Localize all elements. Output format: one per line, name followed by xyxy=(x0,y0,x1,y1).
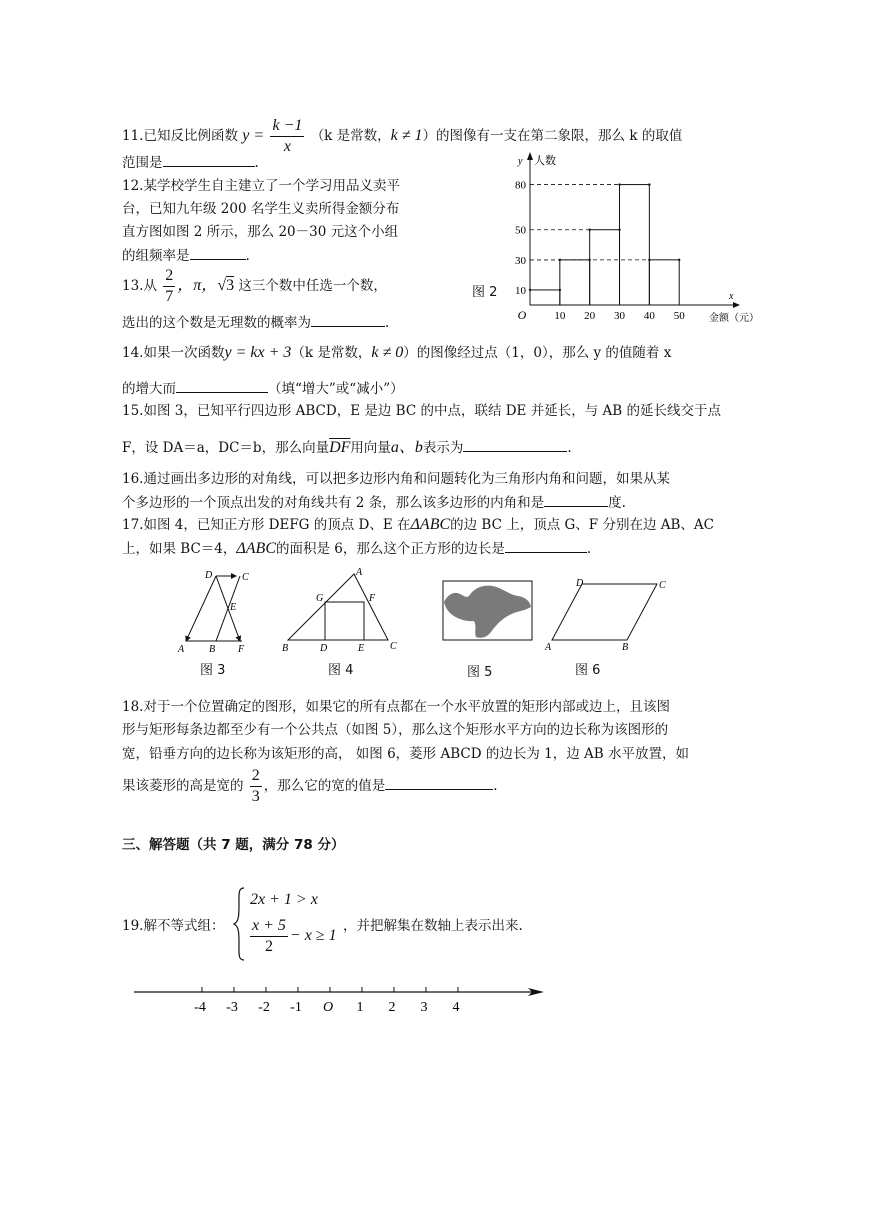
q18-line4 xyxy=(122,766,498,807)
q18-end: . xyxy=(493,778,498,794)
q17-line1 xyxy=(122,515,714,535)
q11-cond: （k 是常数， xyxy=(310,128,391,144)
fig3-caption: 图 3 xyxy=(200,663,226,678)
q19-ineq2-num: x + 5 xyxy=(250,916,288,937)
q18-line4-b: ，那么它的宽的值是 xyxy=(263,778,386,794)
q17-line2 xyxy=(122,538,591,559)
number-line-label: 3 xyxy=(420,1000,428,1015)
q19-prefix: 19.解不等式组： xyxy=(122,918,225,934)
hist-point xyxy=(618,183,620,185)
fig6-label-d: D xyxy=(576,578,584,589)
q17-line1-a: 17.如图 4，已知正方形 DEFG 的顶点 D、E 在 xyxy=(122,517,411,533)
q14-line2-end: （填“增大”或“减小”） xyxy=(268,381,404,397)
figure-4-triangle-square xyxy=(278,564,402,656)
q17-line2-a: 上，如果 BC＝4， xyxy=(122,541,237,557)
number-line-label: -4 xyxy=(194,1000,206,1015)
q12-line3: 直方图如图 2 所示，那么 20－30 元这个小组 xyxy=(122,224,399,240)
fig6-caption: 图 6 xyxy=(575,663,601,678)
hist-point xyxy=(648,259,650,261)
q16-line2-text: 个多边形的一个顶点出发的对角线共有 2 条，那么该多边形的内角和是 xyxy=(122,495,545,511)
histogram-figure-2 xyxy=(500,150,759,325)
q13-sqrt: √3 xyxy=(217,277,235,294)
q12-line4-text: 的组频率是 xyxy=(122,248,190,264)
fig4-label-e: E xyxy=(358,643,365,654)
q11-frac-den: x xyxy=(283,138,291,155)
q19-brace xyxy=(232,886,246,962)
fig4-label-c: C xyxy=(390,641,397,652)
q17-line2-b: 的面积是 6，那么这个正方形的边长是 xyxy=(276,541,505,557)
fig3-label-a: A xyxy=(178,644,185,655)
q13-mid: ，π， xyxy=(177,277,218,294)
number-line xyxy=(130,980,550,1020)
number-line-label: -1 xyxy=(290,1000,302,1015)
q14-line2 xyxy=(122,378,404,399)
number-line-label: 1 xyxy=(356,1000,364,1015)
q18-line3: 宽，铅垂方向的边长称为该矩形的高， 如图 6，菱形 ABCD 的边长为 1，边 AB 水平放置，如 xyxy=(122,746,689,762)
q11-answer-blank[interactable] xyxy=(163,152,255,167)
q19-rest: ，并把解集在数轴上表示出来. xyxy=(343,918,523,934)
hist-origin-label: O xyxy=(517,308,527,322)
fig4-label-b: B xyxy=(282,643,289,654)
hist-y-tick-label: 80 xyxy=(515,179,526,192)
fig3-label-c: C xyxy=(242,572,249,583)
hist-x-tick-label: 50 xyxy=(673,310,685,322)
number-line-label: 2 xyxy=(388,1000,396,1015)
q13-line2 xyxy=(122,312,389,333)
q12-answer-blank[interactable] xyxy=(190,245,246,260)
fig4-label-g: G xyxy=(316,593,324,604)
hist-y-arrow-icon xyxy=(527,152,533,160)
fig3-label-d: D xyxy=(205,570,213,581)
number-line-label: 4 xyxy=(452,1000,460,1015)
fig5-caption: 图 5 xyxy=(467,665,493,680)
hist-y-axis-label: 人数 xyxy=(534,155,556,167)
hist-x-axis-label: 金额（元） xyxy=(709,313,759,324)
q13-frac-num: 2 xyxy=(163,266,175,287)
q16-end: 度. xyxy=(608,495,626,511)
hist-x-tick-label: 20 xyxy=(584,310,596,322)
hist-y-tick-label: 50 xyxy=(515,224,526,237)
hist-point xyxy=(529,289,531,291)
hist-x-tick-label: 30 xyxy=(614,310,626,322)
q12-line4 xyxy=(122,245,250,266)
q13-sqrt-value: 3 xyxy=(226,277,235,294)
fig2-caption: 图 2 xyxy=(472,285,498,300)
q19-ineq2-rest: − x ≥ 1 xyxy=(289,927,337,944)
q13-answer-blank[interactable] xyxy=(311,312,385,327)
number-line-label: -3 xyxy=(226,1000,238,1015)
q11-line2-text: 范围是 xyxy=(122,155,163,171)
q12-line1: 12.某学校学生自主建立了一个学习用品义卖平 xyxy=(122,178,400,194)
q18-line1: 18.对于一个位置确定的图形，如果它的所有点都在一个水平放置的矩形内部或边上，且该图 xyxy=(122,699,670,715)
hist-point xyxy=(588,229,590,231)
q17-answer-blank[interactable] xyxy=(505,538,587,553)
histogram-labels xyxy=(515,153,759,324)
figure-5-bird-in-rectangle xyxy=(442,580,534,642)
fig4-label-a: A xyxy=(356,567,363,578)
q17-triangle: ΔABC xyxy=(410,516,451,533)
q11-line2 xyxy=(122,152,259,173)
q14-rest: ）的图像经过点（1，0），那么 y 的值随着 x xyxy=(403,345,672,361)
q16-line2 xyxy=(122,492,626,513)
hist-y-tick-label: 10 xyxy=(515,284,526,297)
q11-prefix: 11.已知反比例函数 xyxy=(122,128,238,144)
fig6-label-b: B xyxy=(622,642,629,653)
q11-end: . xyxy=(254,155,259,171)
q15-end: . xyxy=(567,440,572,456)
q11-cond-math: k ≠ 1 xyxy=(390,127,423,144)
hist-x-tick-label: 10 xyxy=(554,310,566,322)
q13-fraction xyxy=(163,266,175,307)
fig6-label-c: C xyxy=(659,580,666,591)
q14-math: y = kx + 3 xyxy=(224,344,292,361)
fig4-label-f: F xyxy=(369,593,376,604)
q15-line1: 15.如图 3，已知平行四边形 ABCD，E 是边 BC 的中点，联结 DE 并延长，与 AB 的延长线交于点 xyxy=(122,403,721,419)
fig6-label-a: A xyxy=(545,642,552,653)
q17-line1-b: 的边 BC 上，顶点 G、F 分别在边 AB、AC xyxy=(450,517,714,533)
hist-x-var-label: x xyxy=(729,291,734,302)
hist-point xyxy=(648,183,650,185)
q18-frac-num: 2 xyxy=(250,766,262,787)
q11-fraction xyxy=(270,116,304,157)
number-line-label: O xyxy=(322,1000,334,1015)
q15-line2-a: F，设 DA＝a，DC＝b，那么向量 xyxy=(122,440,330,456)
q14-cond: （k 是常数， xyxy=(291,345,372,361)
q15-vectors-ab: a、b xyxy=(390,439,423,456)
q14-line1 xyxy=(122,343,671,363)
hist-bar xyxy=(590,230,620,305)
hist-bar xyxy=(620,185,650,305)
q15-line2-c: 表示为 xyxy=(422,440,464,456)
q14-prefix: 14.如果一次函数 xyxy=(122,345,225,361)
q15-vector-df: $\overline{DF}$ xyxy=(329,439,351,456)
q13-prefix: 13.从 xyxy=(122,278,157,294)
q13-line1 xyxy=(122,266,387,307)
q18-line2: 形与矩形每条边都至少有一个公共点（如图 5），那么这个矩形水平方向的边长称为该图形的 xyxy=(122,722,669,738)
number-line-ticks xyxy=(194,987,459,1015)
figure-6-rhombus xyxy=(542,574,672,654)
q16-answer-blank[interactable] xyxy=(544,492,608,507)
q12-line2: 台，已知九年级 200 名学生义卖所得金额分布 xyxy=(122,201,400,217)
fig4-caption: 图 4 xyxy=(328,663,354,678)
q19-inequality-2 xyxy=(248,916,337,957)
q11-frac-num: k −1 xyxy=(270,116,304,137)
q19-ineq2-den: 2 xyxy=(264,938,273,955)
q17-triangle-2: ΔABC xyxy=(236,540,276,557)
figure-3-parallelogram xyxy=(172,566,262,658)
q18-answer-blank[interactable] xyxy=(385,775,493,790)
q19-ineq2-fraction xyxy=(250,916,288,957)
q15-line2 xyxy=(122,437,572,458)
q12-end: . xyxy=(245,248,250,264)
hist-y-tick-label: 30 xyxy=(515,254,526,267)
q15-line2-b: 用向量 xyxy=(350,440,391,456)
q15-answer-blank[interactable] xyxy=(463,437,567,452)
q11-y-eq: y = xyxy=(242,127,265,144)
q16-line1: 16.通过画出多边形的对角线，可以把多边形内角和问题转化为三角形内角和问题，如果从某 xyxy=(122,471,670,487)
hist-x-tick-label: 40 xyxy=(643,310,655,322)
hist-bar xyxy=(649,260,679,305)
q13-rest: 这三个数中任选一个数， xyxy=(238,278,387,294)
q17-end: . xyxy=(586,541,592,557)
q18-line4-a: 果该菱形的高是宽的 xyxy=(122,778,244,794)
q14-line2-text: 的增大而 xyxy=(122,381,176,397)
hist-y-var-label: y xyxy=(518,156,523,167)
fig3-label-b: B xyxy=(209,644,216,655)
section-3-title: 三、解答题（共 7 题，满分 78 分） xyxy=(122,837,345,853)
q18-frac-den: 3 xyxy=(251,788,260,805)
fig4-label-d: D xyxy=(320,643,328,654)
q11-rest: ）的图像有一支在第二象限，那么 k 的取值 xyxy=(422,128,683,144)
fig3-label-f: F xyxy=(238,644,245,655)
hist-x-arrow-icon xyxy=(733,302,740,308)
q13-frac-den: 7 xyxy=(165,288,174,305)
hist-bar xyxy=(560,260,590,305)
hist-point xyxy=(678,259,680,261)
q18-fraction xyxy=(250,766,262,807)
q13-end: . xyxy=(385,315,390,331)
q13-line2-text: 选出的这个数是无理数的概率为 xyxy=(122,315,311,331)
hist-bar xyxy=(530,290,560,305)
q14-answer-blank[interactable] xyxy=(176,378,268,393)
q14-cond-math: k ≠ 0 xyxy=(371,344,404,361)
q19-inequality-1: 2x + 1 > x xyxy=(250,891,318,908)
number-line-label: -2 xyxy=(258,1000,270,1015)
histogram-bars xyxy=(529,183,681,305)
fig3-label-e: E xyxy=(230,602,237,613)
